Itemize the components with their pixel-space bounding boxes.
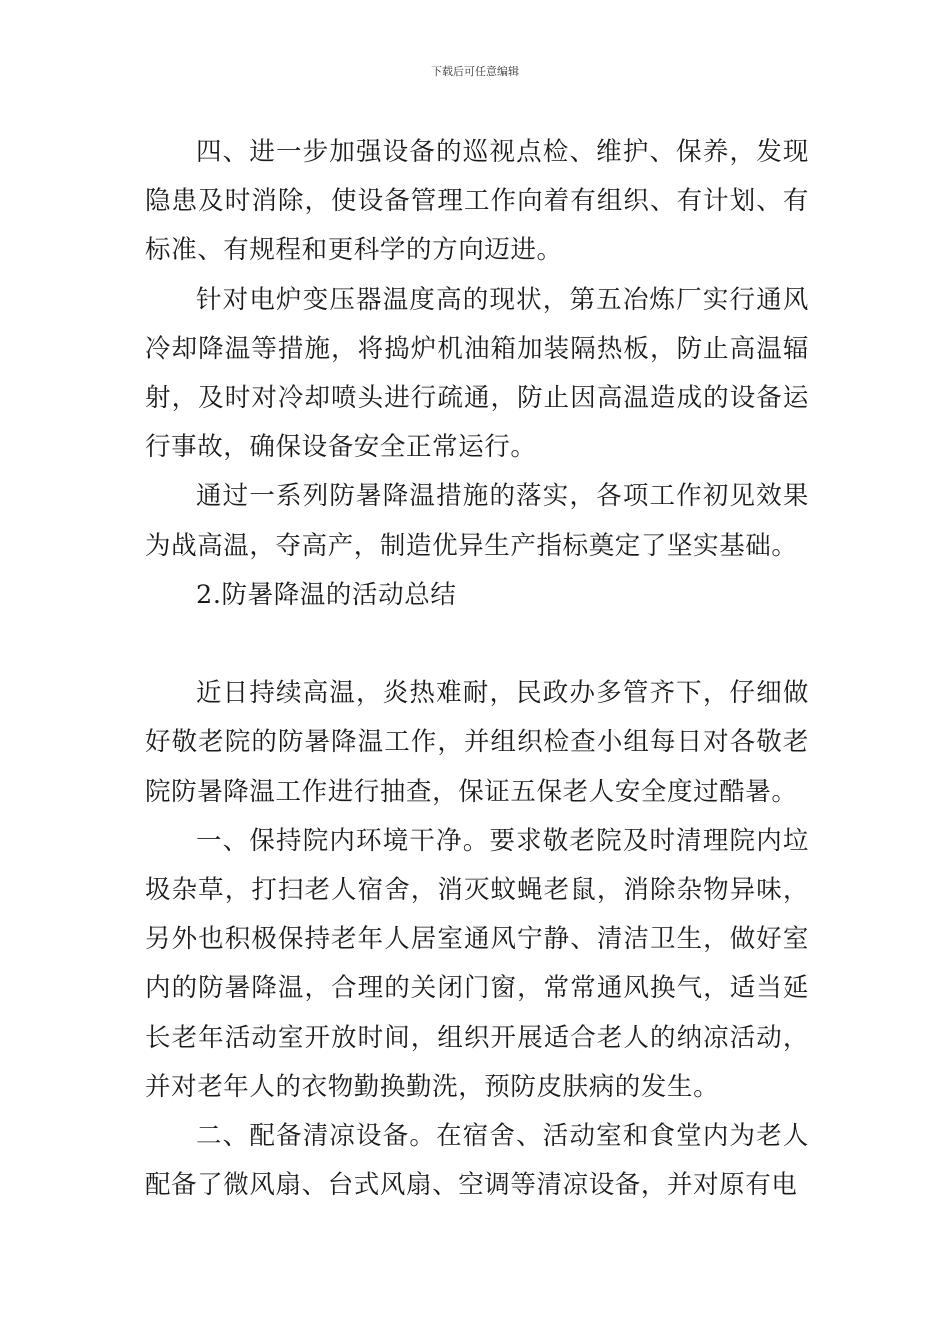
paragraph-intro: 近日持续高温，炎热难耐，民政办多管齐下，仔细做好敬老院的防暑降温工作，并组织检查小组每日对各敬老院防暑降温工作进行抽查，保证五保老人安全度过酷暑。 [145, 678, 809, 807]
section-heading: 2.防暑降温的活动总结 [196, 579, 457, 610]
document-body [145, 128, 809, 1210]
page-header: 下载后可任意编辑 [431, 65, 519, 78]
paragraph-cooling-equipment: 二、配备清凉设备。在宿舍、活动室和食堂内为老人配备了微风扇、台式风扇、空调等清凉设备，并对原有电 [145, 1121, 809, 1201]
paragraph-environment: 一、保持院内环境干净。要求敬老院及时清理院内垃圾杂草，打扫老人宿舍，消灭蚊蝇老鼠，消除杂物异味，另外也积极保持老年人居室通风宁静、清洁卫生，做好室内的防暑降温，合理的关闭门窗，常常通风换气，适当延长老年活动室开放时间，组织开展适合老人的纳凉活动，并对老年人的衣物勤换勤洗，预防皮肤病的发生。 [145, 825, 809, 1102]
paragraph-results: 通过一系列防暑降温措施的落实，各项工作初见效果为战高温，夺高产，制造优异生产指标奠定了坚实基础。 [145, 481, 809, 561]
blank-line [145, 620, 809, 669]
paragraph-equipment-inspection: 四、进一步加强设备的巡视点检、维护、保养，发现隐患及时消除，使设备管理工作向着有组织、有计划、有标准、有规程和更科学的方向迈进。 [145, 137, 809, 266]
paragraph-furnace-cooling: 针对电炉变压器温度高的现状，第五冶炼厂实行通风冷却降温等措施，将捣炉机油箱加装隔热板，防止高温辐射，及时对冷却喷头进行疏通，防止因高温造成的设备运行事故，确保设备安全正常运行。 [145, 284, 809, 463]
